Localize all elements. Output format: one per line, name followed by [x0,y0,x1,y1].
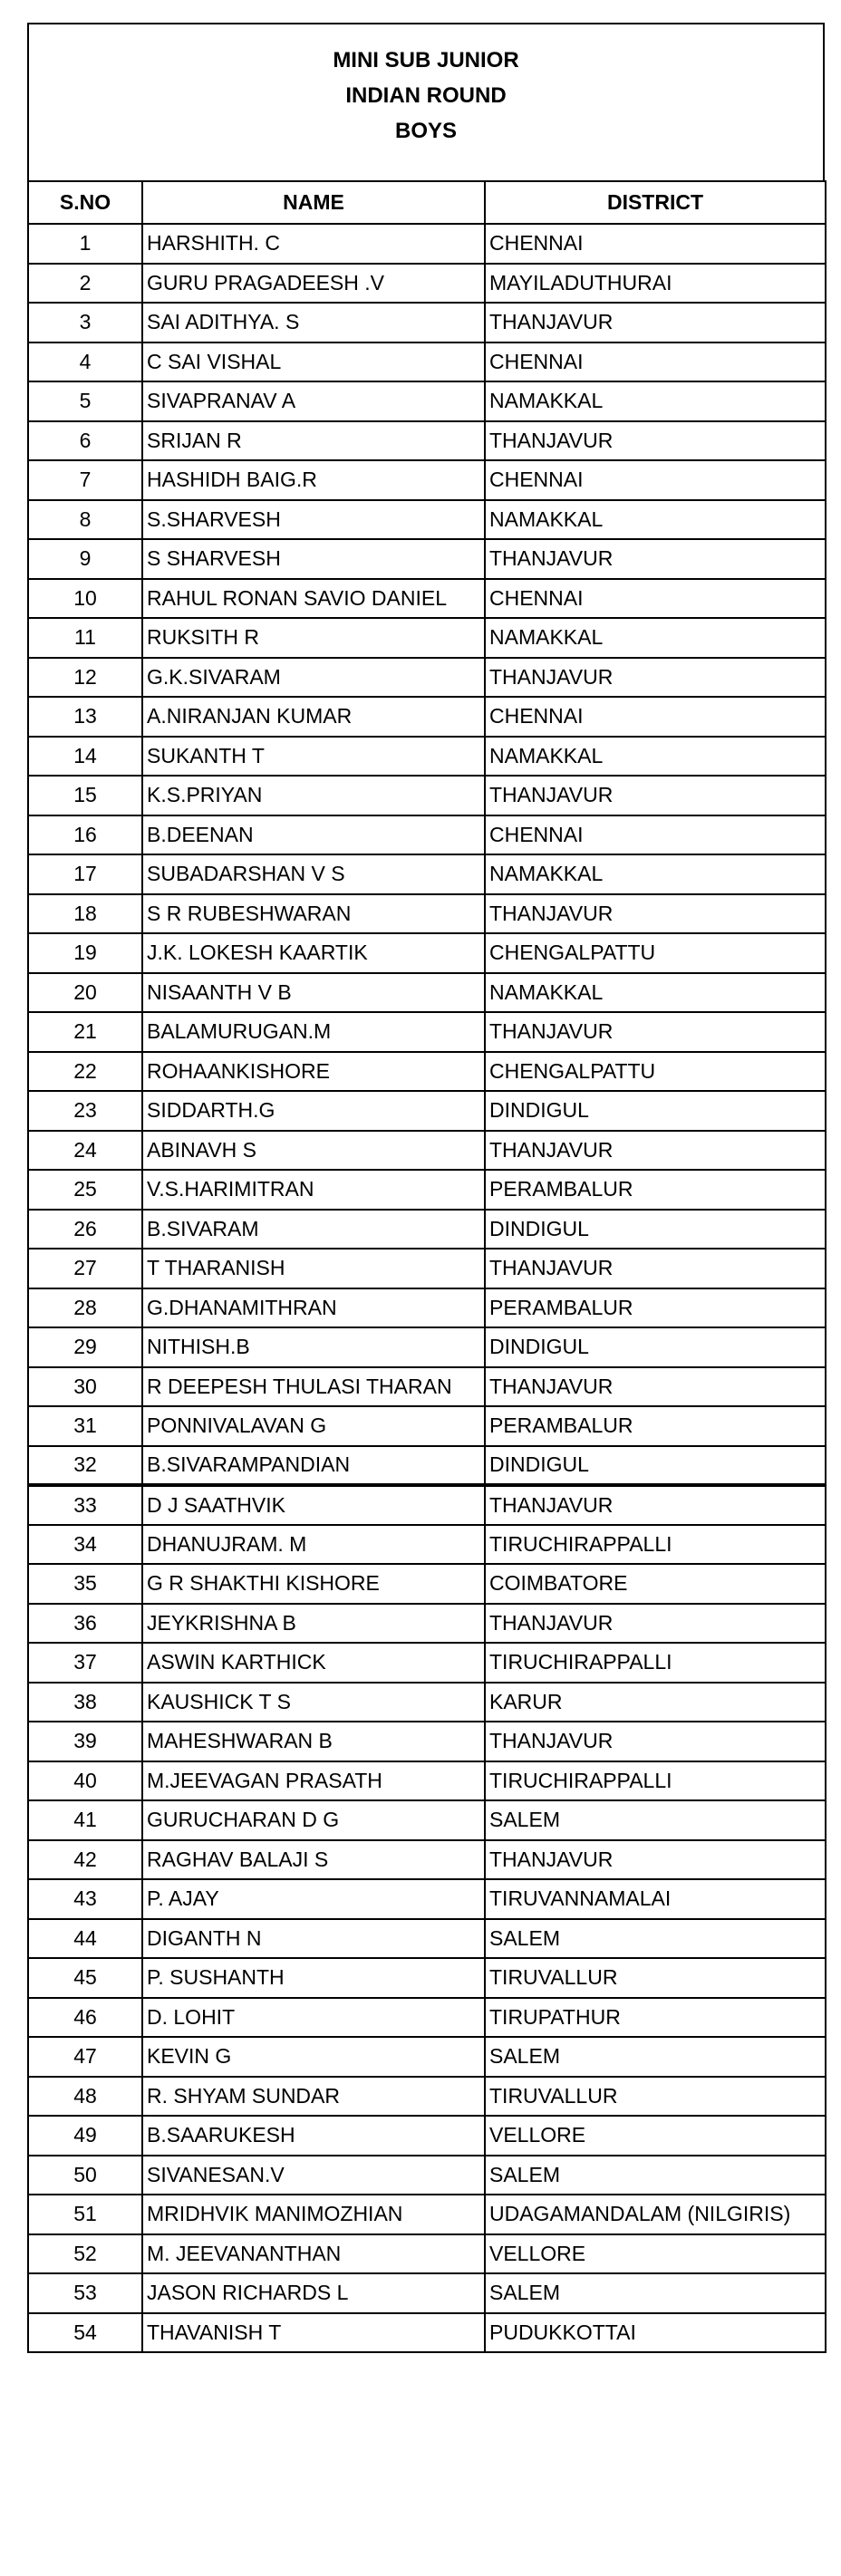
table-row [28,1327,826,1367]
table-row [28,1525,826,1565]
row-name-cell: G.DHANAMITHRAN [142,1288,485,1328]
row-sno-cell: 33 [28,1485,142,1525]
row-name-cell: RAHUL RONAN SAVIO DANIEL [142,579,485,619]
row-district-cell: TIRUVALLUR [485,2077,826,2117]
table-row [28,1998,826,2038]
row-sno-cell: 1 [28,224,142,264]
row-name-cell: DHANUJRAM. M [142,1525,485,1565]
row-name-cell: V.S.HARIMITRAN [142,1170,485,1210]
row-district-cell: THANJAVUR [485,421,826,461]
row-name-cell: S SHARVESH [142,539,485,579]
row-sno-cell: 49 [28,2116,142,2156]
row-name-cell: KAUSHICK T S [142,1683,485,1722]
table-row [28,1406,826,1446]
row-district-cell: SALEM [485,2156,826,2195]
row-district-cell: KARUR [485,1683,826,1722]
row-sno-cell: 8 [28,500,142,540]
row-name-cell: SAI ADITHYA. S [142,303,485,343]
row-district-cell: NAMAKKAL [485,973,826,1013]
table-row [28,1052,826,1092]
row-name-cell: MRIDHVIK MANIMOZHIAN [142,2195,485,2234]
row-district-cell: VELLORE [485,2234,826,2274]
table-row [28,303,826,343]
row-name-cell: GURU PRAGADEESH .V [142,264,485,304]
row-name-cell: C SAI VISHAL [142,343,485,382]
row-name-cell: ABINAVH S [142,1131,485,1171]
row-district-cell: DINDIGUL [485,1327,826,1367]
row-sno-cell: 41 [28,1800,142,1840]
table-row [28,1367,826,1407]
header-name: NAME [142,181,485,224]
row-district-cell: CHENNAI [485,579,826,619]
row-name-cell: S R RUBESHWARAN [142,894,485,934]
table-row [28,658,826,698]
table-row [28,579,826,619]
row-name-cell: SIDDARTH.G [142,1091,485,1131]
table-row [28,224,826,264]
row-sno-cell: 18 [28,894,142,934]
row-district-cell: NAMAKKAL [485,854,826,894]
participant-table [27,180,826,2353]
row-sno-cell: 4 [28,343,142,382]
table-row [28,1919,826,1959]
row-sno-cell: 54 [28,2313,142,2353]
row-sno-cell: 51 [28,2195,142,2234]
table-row [28,1564,826,1604]
header-sno: S.NO [28,181,142,224]
table-row [28,500,826,540]
row-district-cell: DINDIGUL [485,1210,826,1249]
row-name-cell: MAHESHWARAN B [142,1722,485,1761]
row-sno-cell: 7 [28,460,142,500]
row-name-cell: M. JEEVANANTHAN [142,2234,485,2274]
row-name-cell: RUKSITH R [142,618,485,658]
row-sno-cell: 20 [28,973,142,1013]
row-name-cell: JASON RICHARDS L [142,2273,485,2313]
table-row [28,381,826,421]
row-sno-cell: 27 [28,1249,142,1288]
row-sno-cell: 10 [28,579,142,619]
row-name-cell: B.SAARUKESH [142,2116,485,2156]
row-sno-cell: 24 [28,1131,142,1171]
table-row [28,737,826,777]
row-sno-cell: 21 [28,1012,142,1052]
row-sno-cell: 35 [28,1564,142,1604]
row-name-cell: D J SAATHVIK [142,1485,485,1525]
row-sno-cell: 42 [28,1840,142,1880]
row-sno-cell: 29 [28,1327,142,1367]
row-district-cell: CHENNAI [485,343,826,382]
row-district-cell: VELLORE [485,2116,826,2156]
row-district-cell: THANJAVUR [485,1722,826,1761]
row-district-cell: NAMAKKAL [485,381,826,421]
row-name-cell: B.DEENAN [142,815,485,855]
table-row [28,1722,826,1761]
table-row [28,1446,826,1486]
row-sno-cell: 32 [28,1446,142,1486]
table-row [28,1643,826,1683]
row-district-cell: PERAMBALUR [485,1170,826,1210]
row-district-cell: NAMAKKAL [485,737,826,777]
table-row [28,2077,826,2117]
row-district-cell: THANJAVUR [485,1485,826,1525]
table-row [28,1879,826,1919]
participant-sheet [27,23,825,2353]
row-name-cell: ASWIN KARTHICK [142,1643,485,1683]
table-row [28,1210,826,1249]
row-name-cell: P. SUSHANTH [142,1958,485,1998]
row-district-cell: TIRUCHIRAPPALLI [485,1761,826,1801]
table-row [28,697,826,737]
table-row [28,421,826,461]
table-row [28,815,826,855]
title-line-1: MINI SUB JUNIOR [333,48,519,72]
row-district-cell: TIRUVALLUR [485,1958,826,1998]
row-sno-cell: 28 [28,1288,142,1328]
row-name-cell: SIVAPRANAV A [142,381,485,421]
row-district-cell: THANJAVUR [485,894,826,934]
row-name-cell: SRIJAN R [142,421,485,461]
row-district-cell: CHENGALPATTU [485,1052,826,1092]
table-row [28,1683,826,1722]
row-name-cell: HASHIDH BAIG.R [142,460,485,500]
row-sno-cell: 23 [28,1091,142,1131]
table-row [28,2234,826,2274]
row-district-cell: CHENGALPATTU [485,933,826,973]
row-sno-cell: 13 [28,697,142,737]
row-name-cell: GURUCHARAN D G [142,1800,485,1840]
row-sno-cell: 34 [28,1525,142,1565]
row-district-cell: THANJAVUR [485,303,826,343]
row-name-cell: THAVANISH T [142,2313,485,2353]
row-sno-cell: 9 [28,539,142,579]
row-name-cell: ROHAANKISHORE [142,1052,485,1092]
row-sno-cell: 22 [28,1052,142,1092]
table-row [28,1840,826,1880]
row-sno-cell: 30 [28,1367,142,1407]
row-name-cell: B.SIVARAMPANDIAN [142,1446,485,1486]
row-district-cell: NAMAKKAL [485,618,826,658]
table-row [28,1131,826,1171]
row-sno-cell: 19 [28,933,142,973]
table-row [28,343,826,382]
row-district-cell: CHENNAI [485,460,826,500]
row-district-cell: TIRUPATHUR [485,1998,826,2038]
row-sno-cell: 14 [28,737,142,777]
row-district-cell: THANJAVUR [485,1249,826,1288]
row-district-cell: THANJAVUR [485,776,826,815]
row-district-cell: TIRUVANNAMALAI [485,1879,826,1919]
row-name-cell: BALAMURUGAN.M [142,1012,485,1052]
table-row [28,539,826,579]
row-district-cell: PERAMBALUR [485,1288,826,1328]
row-district-cell: SALEM [485,2037,826,2077]
row-district-cell: TIRUCHIRAPPALLI [485,1643,826,1683]
row-district-cell: THANJAVUR [485,658,826,698]
row-sno-cell: 17 [28,854,142,894]
row-district-cell: THANJAVUR [485,1367,826,1407]
row-sno-cell: 36 [28,1604,142,1644]
row-district-cell: DINDIGUL [485,1091,826,1131]
table-row [28,1485,826,1525]
row-district-cell: DINDIGUL [485,1446,826,1486]
table-row [28,2037,826,2077]
row-name-cell: HARSHITH. C [142,224,485,264]
row-district-cell: THANJAVUR [485,539,826,579]
row-sno-cell: 44 [28,1919,142,1959]
table-row [28,854,826,894]
table-row [28,264,826,304]
row-name-cell: D. LOHIT [142,1998,485,2038]
row-district-cell: PUDUKKOTTAI [485,2313,826,2353]
table-row [28,1288,826,1328]
row-sno-cell: 48 [28,2077,142,2117]
row-district-cell: NAMAKKAL [485,500,826,540]
row-sno-cell: 12 [28,658,142,698]
row-name-cell: JEYKRISHNA B [142,1604,485,1644]
row-name-cell: R DEEPESH THULASI THARAN [142,1367,485,1407]
row-name-cell: NISAANTH V B [142,973,485,1013]
row-district-cell: CHENNAI [485,697,826,737]
row-district-cell: CHENNAI [485,224,826,264]
row-district-cell: SALEM [485,1919,826,1959]
table-row [28,2195,826,2234]
row-name-cell: T THARANISH [142,1249,485,1288]
row-district-cell: TIRUCHIRAPPALLI [485,1525,826,1565]
row-name-cell: G.K.SIVARAM [142,658,485,698]
row-name-cell: M.JEEVAGAN PRASATH [142,1761,485,1801]
table-row [28,973,826,1013]
table-row [28,1170,826,1210]
table-row [28,2313,826,2353]
row-sno-cell: 3 [28,303,142,343]
row-name-cell: SIVANESAN.V [142,2156,485,2195]
row-name-cell: R. SHYAM SUNDAR [142,2077,485,2117]
table-body [28,224,826,2352]
row-district-cell: THANJAVUR [485,1840,826,1880]
row-name-cell: DIGANTH N [142,1919,485,1959]
row-name-cell: G R SHAKTHI KISHORE [142,1564,485,1604]
row-sno-cell: 52 [28,2234,142,2274]
row-sno-cell: 25 [28,1170,142,1210]
table-row [28,1091,826,1131]
row-sno-cell: 43 [28,1879,142,1919]
row-name-cell: SUKANTH T [142,737,485,777]
row-sno-cell: 50 [28,2156,142,2195]
row-name-cell: SUBADARSHAN V S [142,854,485,894]
row-sno-cell: 38 [28,1683,142,1722]
row-name-cell: J.K. LOKESH KAARTIK [142,933,485,973]
row-district-cell: MAYILADUTHURAI [485,264,826,304]
row-name-cell: K.S.PRIYAN [142,776,485,815]
row-sno-cell: 11 [28,618,142,658]
row-sno-cell: 5 [28,381,142,421]
table-row [28,2156,826,2195]
title-block [27,23,825,180]
row-district-cell: THANJAVUR [485,1131,826,1171]
title-line-2: INDIAN ROUND [345,83,507,108]
row-sno-cell: 47 [28,2037,142,2077]
row-name-cell: B.SIVARAM [142,1210,485,1249]
row-district-cell: PERAMBALUR [485,1406,826,1446]
row-district-cell: COIMBATORE [485,1564,826,1604]
table-row [28,2116,826,2156]
table-row [28,894,826,934]
row-district-cell: THANJAVUR [485,1604,826,1644]
row-sno-cell: 53 [28,2273,142,2313]
row-sno-cell: 15 [28,776,142,815]
row-district-cell: SALEM [485,2273,826,2313]
row-sno-cell: 26 [28,1210,142,1249]
row-sno-cell: 6 [28,421,142,461]
row-name-cell: RAGHAV BALAJI S [142,1840,485,1880]
row-sno-cell: 39 [28,1722,142,1761]
title-line-3: BOYS [394,119,457,143]
table-row [28,1604,826,1644]
row-name-cell: S.SHARVESH [142,500,485,540]
row-name-cell: PONNIVALAVAN G [142,1406,485,1446]
row-name-cell: NITHISH.B [142,1327,485,1367]
header-row [28,181,826,224]
row-district-cell: CHENNAI [485,815,826,855]
table-row [28,1958,826,1998]
row-name-cell: KEVIN G [142,2037,485,2077]
row-district-cell: THANJAVUR [485,1012,826,1052]
table-row [28,460,826,500]
row-sno-cell: 37 [28,1643,142,1683]
header-district: DISTRICT [485,181,826,224]
row-name-cell: A.NIRANJAN KUMAR [142,697,485,737]
row-sno-cell: 16 [28,815,142,855]
row-district-cell: SALEM [485,1800,826,1840]
row-sno-cell: 31 [28,1406,142,1446]
table-row [28,2273,826,2313]
row-name-cell: P. AJAY [142,1879,485,1919]
table-row [28,1249,826,1288]
table-row [28,618,826,658]
row-sno-cell: 2 [28,264,142,304]
table-row [28,1761,826,1801]
table-row [28,1012,826,1052]
row-sno-cell: 40 [28,1761,142,1801]
row-sno-cell: 46 [28,1998,142,2038]
table-row [28,776,826,815]
row-sno-cell: 45 [28,1958,142,1998]
table-row [28,933,826,973]
row-district-cell: UDAGAMANDALAM (NILGIRIS) [485,2195,826,2234]
table-row [28,1800,826,1840]
